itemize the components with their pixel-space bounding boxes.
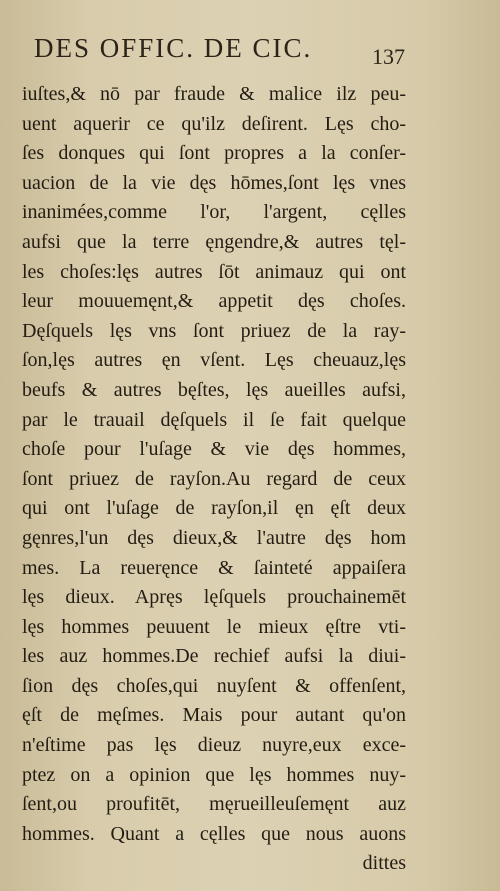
text-line: ſion dęs choſes,qui nuyſent & offenſent,: [22, 674, 406, 697]
running-head: DES OFFIC. DE CIC.: [34, 33, 313, 63]
text-line: les auz hommes.De rechief aufsi la diui-: [22, 645, 406, 668]
text-line: ęſt de męſmes. Mais pour autant qu'on: [22, 704, 406, 727]
text-line: Dęſquels lęs vns ſont priuez de la ray-: [22, 319, 406, 342]
text-line: dittes: [362, 852, 406, 875]
text-line: lęs hommes peuuent le mieux ęſtre vti-: [22, 615, 406, 638]
text-line: aufsi que la terre ęngendre,& autres tęl-: [22, 230, 406, 253]
text-line: ſent,ou proufitēt, męrueilleuſemęnt auz: [22, 793, 406, 816]
text-line: beufs & autres bęſtes, lęs aueilles aufsi,: [22, 378, 406, 401]
text-line: par le trauail dęſquels il ſe fait quelque: [22, 408, 406, 431]
text-line: leur mouuemęnt,& appetit dęs choſes.: [22, 290, 406, 313]
text-line: ſon,lęs autres ęn vſent. Lęs cheuauz,lęs: [22, 349, 406, 372]
text-line: iuſtes,& nō par fraude & malice ilz peu-: [22, 83, 406, 105]
text-line: hommes. Quant a cęlles que nous auons: [22, 822, 406, 845]
body-text: [22, 80, 406, 879]
page-number: 137: [372, 44, 405, 69]
text-line: uacion de la vie dęs hōmes,ſont lęs vnes: [22, 171, 406, 194]
text-line: inanimées,comme l'or, l'argent, cęlles: [22, 201, 406, 224]
text-line: gęnres,l'un dęs dieux,& l'autre dęs hom: [22, 526, 406, 549]
text-line: choſe pour l'uſage & vie dęs hommes,: [22, 438, 406, 461]
text-line: n'eſtime pas lęs dieuz nuyre,eux exce-: [22, 734, 406, 757]
text-line: ptez on a opinion que lęs hommes nuy-: [22, 763, 406, 786]
text-line: mes. La reueręnce & ſainteté appaiſera: [22, 556, 406, 579]
text-line: uent aquerir ce qu'ilz deſirent. Lęs cho-: [22, 112, 406, 135]
text-line: lęs dieux. Apręs lęſquels prouchainemēt: [22, 586, 406, 609]
text-line: les choſes:lęs autres ſōt animauz qui ont: [22, 260, 406, 283]
text-line: ſes donques qui ſont propres a la conſer-: [22, 142, 406, 165]
text-line: qui ont l'uſage de rayſon,il ęn ęſt deux: [22, 497, 406, 520]
text-line: ſont priuez de rayſon.Au regard de ceux: [22, 467, 406, 490]
